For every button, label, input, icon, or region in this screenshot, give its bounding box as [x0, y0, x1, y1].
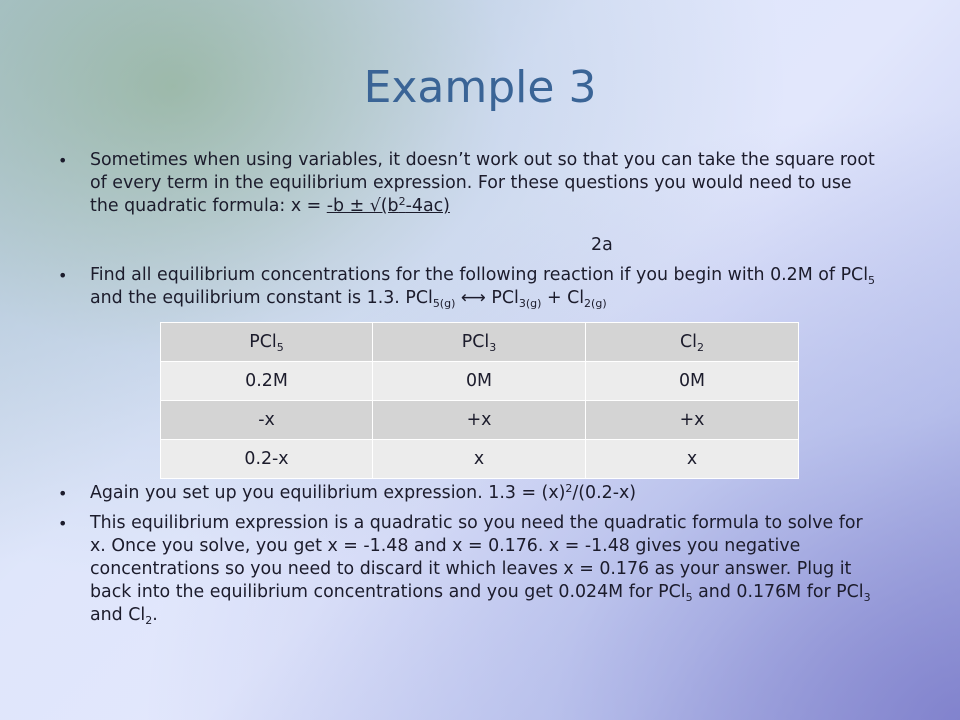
table-cell: +x [586, 401, 799, 440]
table-row-equilibrium [161, 440, 799, 479]
table-cell: 0.2-x [161, 440, 373, 479]
slide-title: Example 3 [363, 62, 597, 113]
table-cell: 0M [373, 362, 586, 401]
header-cl2: $Cl_2$ [586, 323, 799, 362]
table-cell: 0M [586, 362, 799, 401]
table-cell: -x [161, 401, 373, 440]
quadratic-denominator: 2a [591, 235, 613, 255]
table-cell: x [373, 440, 586, 479]
bullet-reaction: • Find all equilibrium concentrations for the following reaction if you begin with 0.2M of PCl$_5$ and the equilibrium constant is 1.3. PCl$_{5(g)}$ ⟷ $PCl_{3(g)} + Cl_{2(g)}$ [58, 265, 876, 310]
quadratic-numerator: $-b \pm √(b^2-4ac)$ [326, 195, 450, 216]
bullet-icon: • [58, 514, 68, 533]
bullet-text: Sometimes when using variables, it doesn’t work out so that you can take the square root of every term in the equilibrium expression. For these questions you would need to use the quadratic formula: x = [90, 150, 875, 216]
header-pcl5: PCl$_5$ [161, 323, 373, 362]
table-header-row [161, 323, 799, 362]
table-cell: x [586, 440, 799, 479]
ice-table [160, 322, 799, 479]
bullet-icon: • [58, 151, 68, 170]
bullet-icon: • [58, 484, 68, 503]
header-pcl3: PCl$_3$ [373, 323, 586, 362]
bullet-icon: • [58, 266, 68, 285]
equilibrium-arrow-icon: ⟷ [455, 288, 492, 308]
bullet-quadratic-intro [58, 149, 880, 218]
bullet-solution: • This equilibrium expression is a quadratic so you need the quadratic formula to solve for x. Once you solve, you get x = -1.48 and x = 0.176. x = -1.48 gives you negative concentrations so you need to discard it which leaves x = 0.176 as your answer. Plug it back into the equilibrium concentrations and you get 0.024M for PCl$_5$ and 0.176M for PCl$_3$ and $Cl_2$. [58, 513, 871, 627]
bullet-expression: • Again you set up you equilibrium expression. $1.3 = (x)^2/(0.2-x)$ [58, 482, 637, 503]
table-cell: +x [373, 401, 586, 440]
table-row-change [161, 401, 799, 440]
table-row-initial [161, 362, 799, 401]
table-cell: 0.2M [161, 362, 373, 401]
